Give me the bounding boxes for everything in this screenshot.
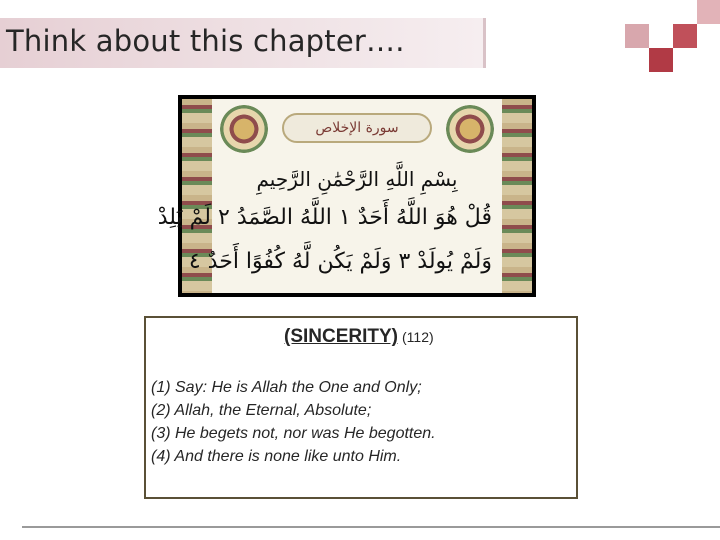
chapter-title: (SINCERITY) [284, 326, 398, 347]
footer-divider [22, 526, 720, 528]
slide-title: Think about this chapter…. [6, 24, 405, 58]
decor-square-light [625, 24, 649, 48]
manuscript-image [157, 95, 536, 297]
decor-square-dark [649, 48, 673, 72]
arabic-verse-line-1: قُلْ هُوَ اللَّهُ أَحَدٌ ١ اللَّهُ الصَّمَدُ ٢ لَمْ يَلِدْ [157, 205, 492, 230]
verse-list [151, 376, 436, 468]
ornament-border-right [502, 99, 532, 293]
translation-heading [284, 326, 434, 348]
verse-line: (2) Allah, the Eternal, Absolute; [151, 402, 372, 419]
verse-line: (1) Say: He is Allah the One and Only; [151, 379, 422, 396]
manuscript-page [157, 99, 532, 293]
decor-square-mid [673, 24, 697, 48]
surah-banner [282, 113, 432, 143]
surah-name: سورة الإخلاص [315, 120, 399, 136]
ornament-medallion-right [446, 105, 494, 153]
translation-box [144, 316, 578, 499]
basmala-line: بِسْمِ اللَّهِ الرَّحْمَٰنِ الرَّحِيمِ [256, 167, 458, 191]
verse-line: (4) And there is none like unto Him. [151, 448, 402, 465]
ornament-medallion-left [220, 105, 268, 153]
verse-line: (3) He begets not, nor was He begotten. [151, 425, 436, 442]
decor-square-corner [697, 0, 720, 24]
chapter-number: (112) [402, 329, 434, 345]
arabic-verse-line-2: وَلَمْ يُولَدْ ٣ وَلَمْ يَكُن لَّهُ كُفُوًا أَحَدٌ ٤ [188, 249, 492, 274]
